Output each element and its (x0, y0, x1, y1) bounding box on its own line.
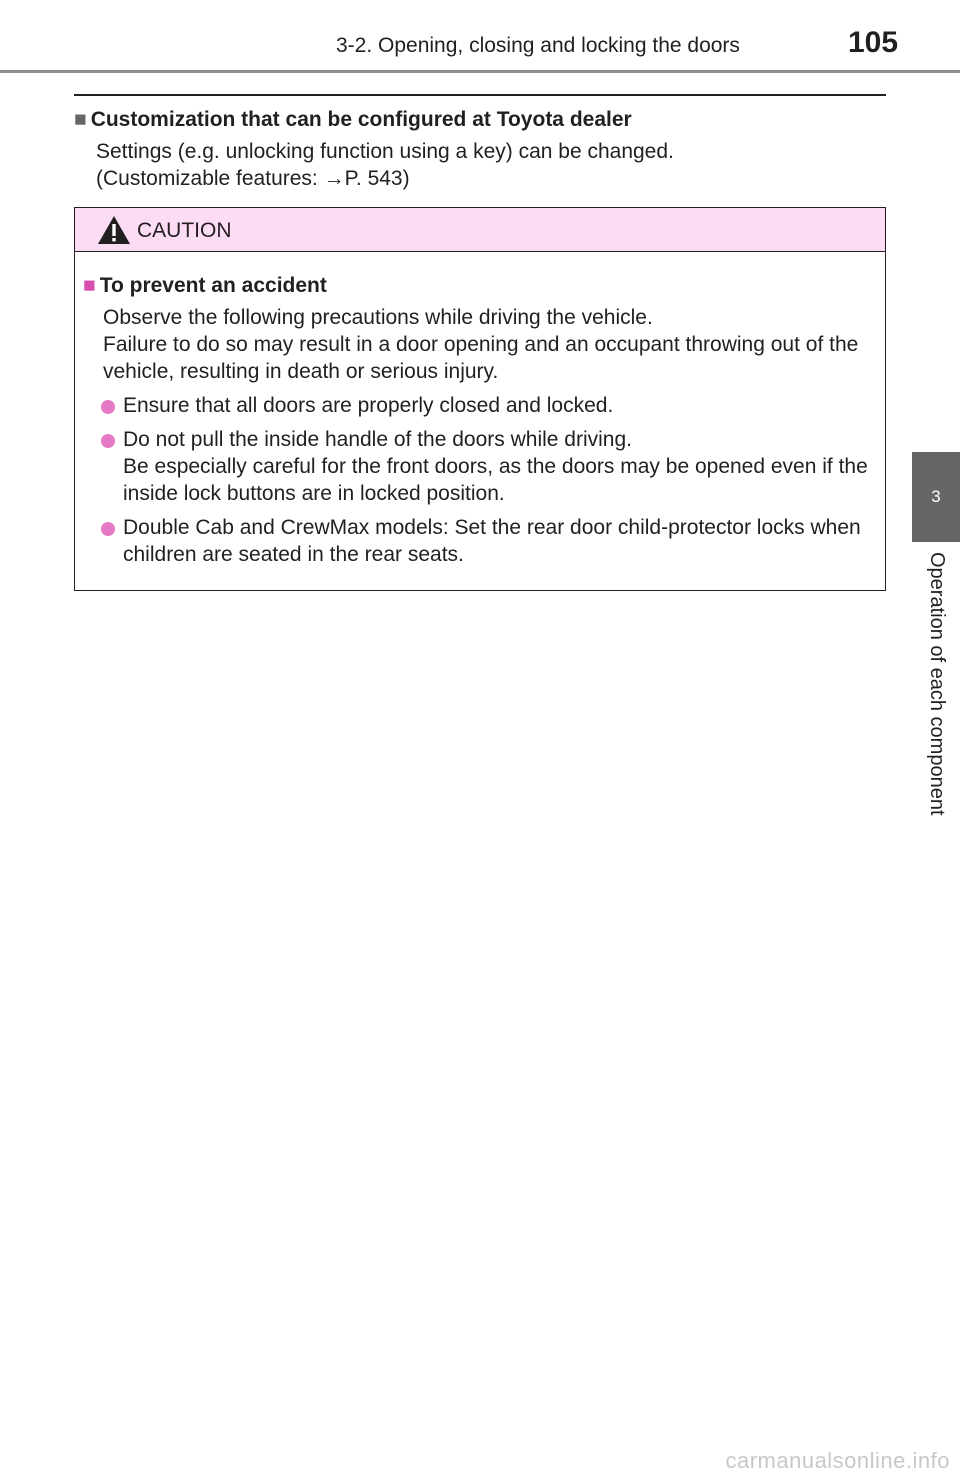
bullet-dot-icon (101, 400, 115, 410)
caution-box (74, 207, 886, 591)
customization-section (74, 106, 886, 192)
caution-header (75, 208, 885, 252)
bullet-text: Double Cab and CrewMax models: Set the rear door child-protector locks when children are seated in the rear seats. (123, 516, 861, 566)
caution-line: Observe the following precautions while driving the vehicle. (103, 306, 653, 329)
caution-body (75, 252, 885, 568)
caution-paragraph (103, 304, 877, 385)
header-rule (0, 70, 960, 73)
section-body (96, 138, 886, 192)
bullet-text-line: Be especially careful for the front doors, as the doors may be opened even if the inside lock buttons are in locked position. (123, 455, 868, 505)
caution-label: CAUTION (137, 219, 232, 242)
caution-bullet (101, 514, 877, 568)
bullet-dot-icon (101, 434, 115, 444)
section-heading (74, 106, 886, 134)
watermark: carmanualsonline.info (725, 1448, 950, 1473)
square-bullet-icon: ■ (74, 108, 87, 131)
page-number: 105 (848, 26, 899, 59)
caution-subheading (83, 272, 877, 300)
chapter-title: Operation of each component (926, 552, 948, 816)
section-line: (Customizable features: →P. 543) (96, 167, 410, 190)
chapter-title-wrap (912, 552, 960, 852)
square-bullet-icon: ■ (83, 274, 96, 297)
chapter-number: 3 (931, 487, 941, 506)
bullet-text: Ensure that all doors are properly closed and locked. (123, 394, 614, 417)
caution-bullet (101, 426, 877, 507)
section-line: Settings (e.g. unlocking function using a key) can be changed. (96, 140, 674, 163)
caution-bullet (101, 392, 877, 419)
content-top-rule (74, 94, 886, 96)
warning-triangle-icon (97, 215, 131, 245)
bullet-dot-icon (101, 522, 115, 532)
section-heading-text: Customization that can be configured at Toyota dealer (90, 108, 632, 131)
chapter-tab (912, 452, 960, 542)
caution-subheading-text: To prevent an accident (99, 274, 327, 297)
running-header-title: 3-2. Opening, closing and locking the doors (336, 34, 740, 57)
bullet-text (123, 426, 877, 507)
caution-line: Failure to do so may result in a door opening and an occupant throwing out of the vehicle, resulting in death or serious injury. (103, 333, 859, 383)
bullet-text-line: Do not pull the inside handle of the doors while driving. (123, 428, 632, 451)
